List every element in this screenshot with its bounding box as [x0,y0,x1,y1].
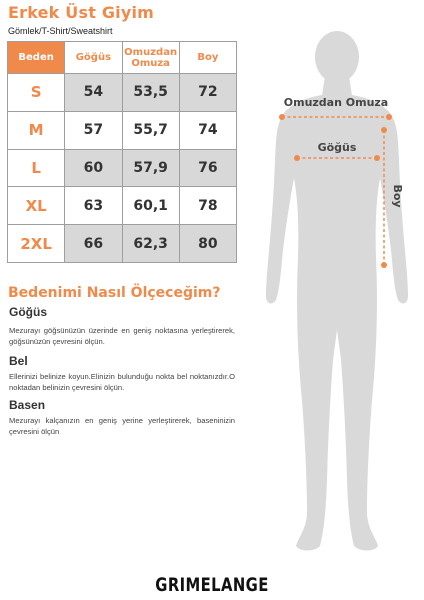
size-cell: 2XL [8,225,65,263]
shoulder-label: Omuzdan Omuza [283,96,389,109]
chest-cell: 54 [65,74,122,112]
size-cell: M [8,111,65,149]
how-to-measure-title: Bedenimi Nasıl Ölçeceğim? [8,285,221,301]
page-title: Erkek Üst Giyim [8,3,155,22]
chest-label: Göğüs [317,141,357,154]
chest-cell: 63 [65,187,122,225]
chest-heading: Göğüs [9,305,47,319]
size-cell: XL [8,187,65,225]
header-boy: Boy [179,42,236,74]
hip-heading: Basen [9,398,46,412]
shoulder-cell: 57,9 [122,149,179,187]
brand-logo: GRIMELANGE [155,574,269,596]
waist-instructions: Ellerinizi belinize koyun.Elinizin bulunduğu nokta bel noktanızdır.O noktadan belinizin çevresini ölçün. [9,372,235,392]
shoulder-cell: 60,1 [122,187,179,225]
shoulder-cell: 62,3 [122,225,179,263]
header-omuzdan-omuza: Omuzdan Omuza [122,42,179,74]
size-cell: S [8,74,65,112]
shoulder-cell: 53,5 [122,74,179,112]
length-cell: 72 [179,74,236,112]
chest-cell: 60 [65,149,122,187]
length-cell: 78 [179,187,236,225]
waist-heading: Bel [9,354,28,368]
chest-cell: 66 [65,225,122,263]
page-subtitle: Gömlek/T-Shirt/Sweatshirt [8,26,113,36]
length-cell: 74 [179,111,236,149]
length-cell: 76 [179,149,236,187]
shoulder-cell: 55,7 [122,111,179,149]
length-cell: 80 [179,225,236,263]
chest-cell: 57 [65,111,122,149]
header-beden: Beden [8,42,65,74]
hip-instructions: Mezurayı kalçanızın en geniş yerine yerleştirerek, baseninizin çevresini ölçün [9,416,235,436]
size-cell: L [8,149,65,187]
header-gogus: Göğüs [65,42,122,74]
length-label: Boy [391,184,404,208]
chest-instructions: Mezurayı göğsünüzün üzerinde en geniş noktasına yerleştirerek, göğsünüzün çevresini ölçün. [9,326,235,346]
